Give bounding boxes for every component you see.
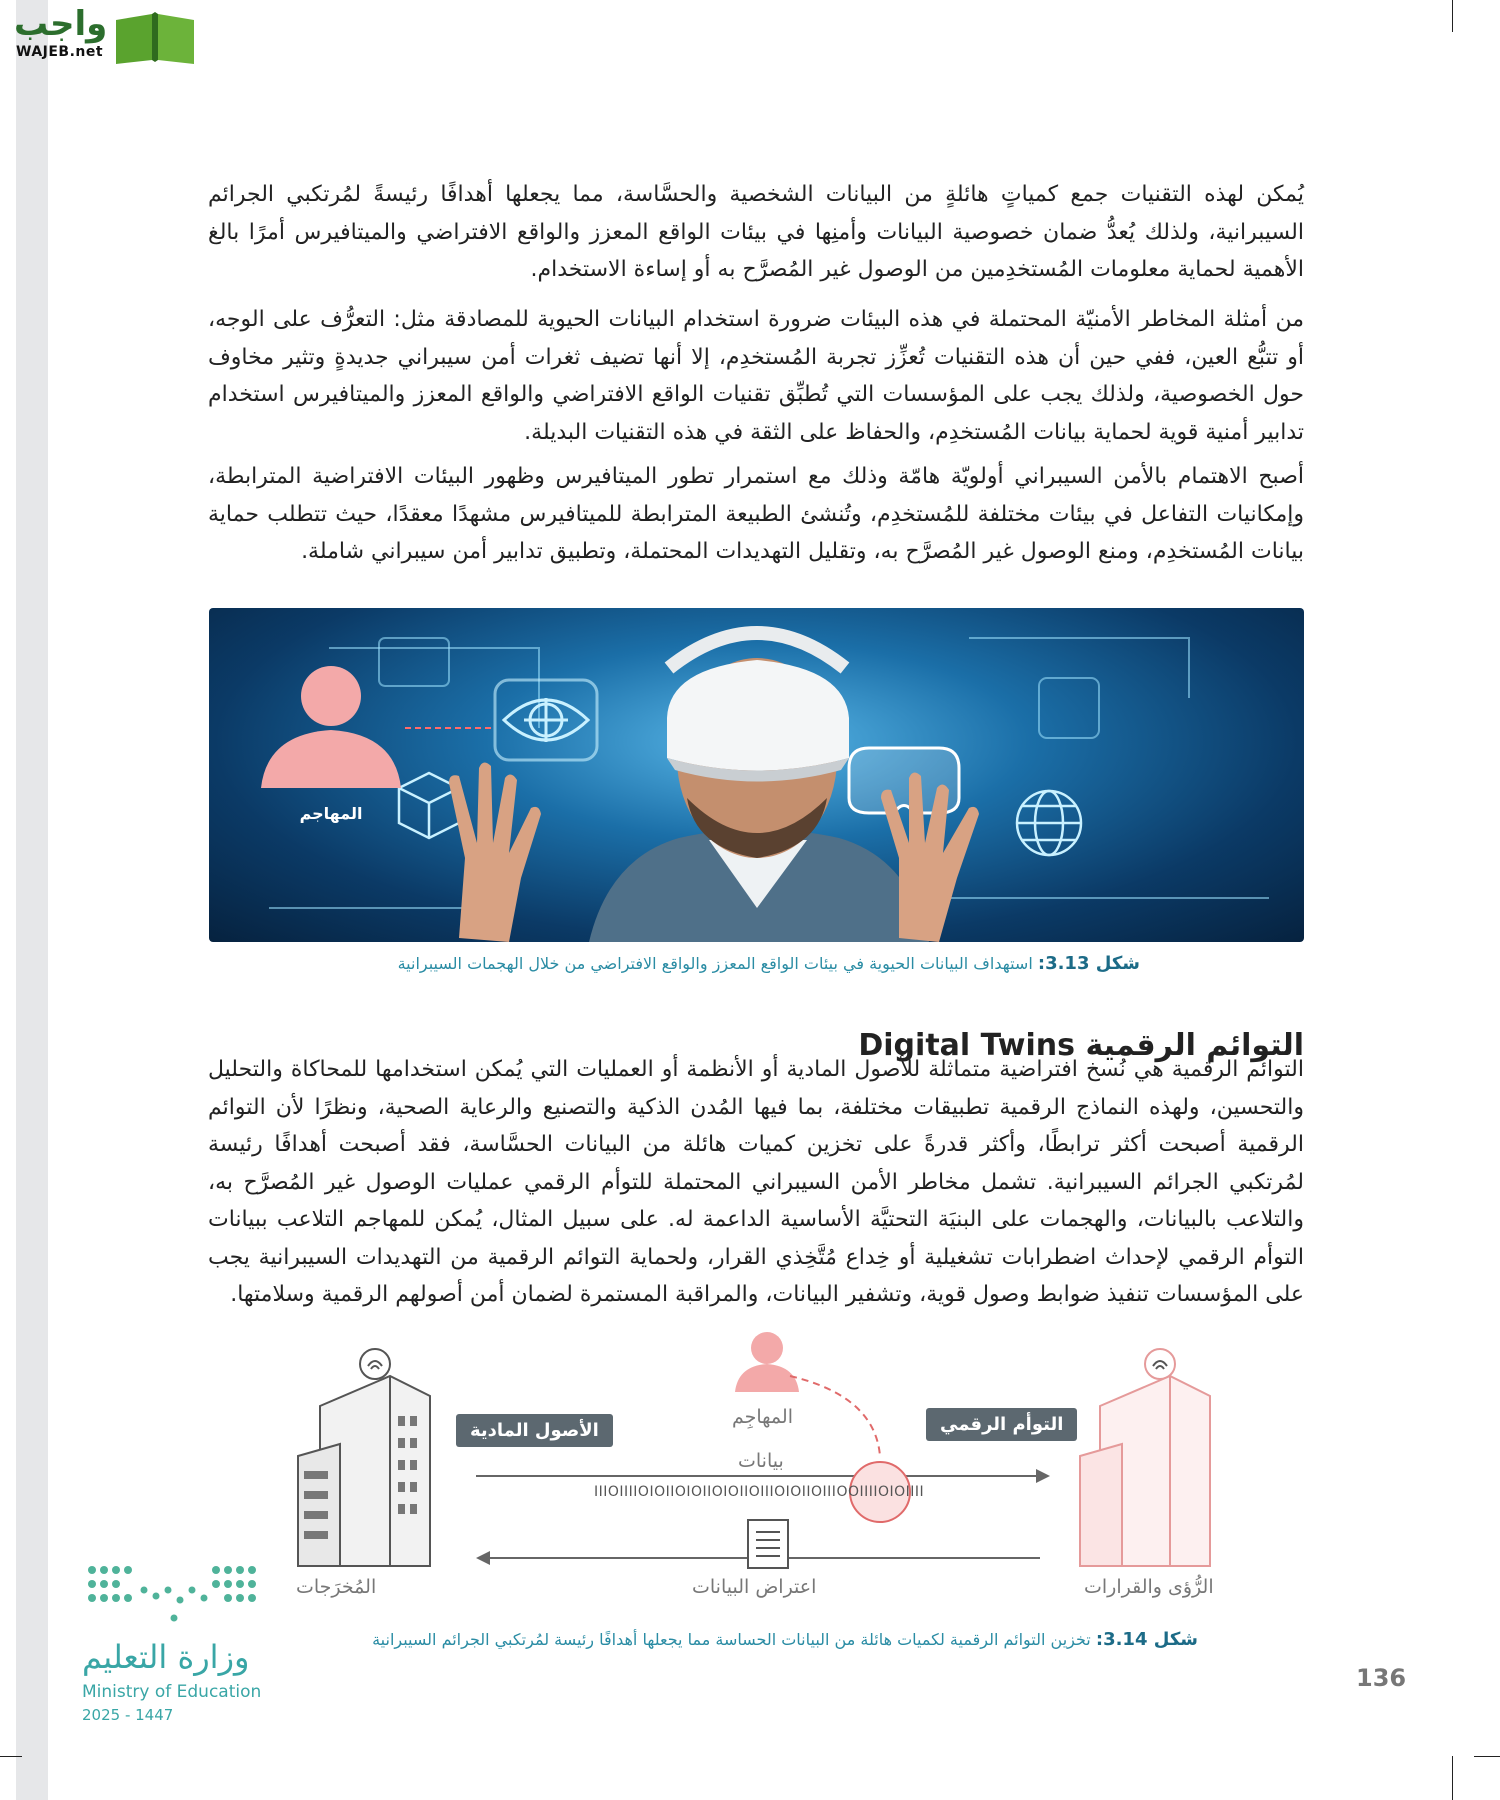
ministry-of-education-logo bbox=[82, 1560, 282, 1730]
ministry-arabic-name: وزارة التعليم bbox=[82, 1638, 250, 1676]
digital-twin-tag: التوأم الرقمي bbox=[926, 1408, 1077, 1441]
vr-biometric-photo bbox=[209, 608, 1304, 942]
crop-mark bbox=[1474, 1756, 1500, 1757]
eye-scan-icon bbox=[495, 680, 597, 760]
binary-stream: IIIOIIIIOIOIIOIOIIOIOIIOIIIOIOIIOIIIOOIIIIOIOIIII bbox=[594, 1484, 925, 1500]
page-number: 136 bbox=[1356, 1664, 1407, 1692]
figure-3-13-caption bbox=[300, 953, 1140, 974]
caption-number: شكل 3.13: bbox=[1037, 953, 1140, 974]
crop-mark bbox=[1452, 1756, 1453, 1800]
left-hand bbox=[449, 762, 541, 942]
attacker-icon bbox=[261, 666, 495, 788]
section-heading-digital-twins: التوائم الرقمية Digital Twins bbox=[858, 1027, 1304, 1063]
ministry-english-name: Ministry of Education bbox=[82, 1682, 262, 1702]
physical-assets-tag: الأصول المادية bbox=[456, 1414, 613, 1447]
digital-twin-diagram bbox=[280, 1326, 1260, 1626]
paragraph-metaverse-security: أصبح الاهتمام بالأمن السيبراني أولويّة هامّة وذلك مع استمرار تطور الميتافيرس وظهور البيئات الافتراضية المترابطة، وإمكانيات التفاعل في بيئات مختلفة للمُستخدِم، وتُنشئ الطبيعة المترابطة للميتافيرس مشهدًا معقدًا، حيث تتطلب حماية بيانات المُستخدِم، ومنع الوصول غير المُصرَّح به، وتقليل التهديدات المحتملة، وتطبيق تدابير أمن سيبراني شاملة. bbox=[208, 464, 1304, 564]
vr-scene-illustration bbox=[209, 608, 1304, 942]
outputs-label: المُخرَجات bbox=[296, 1576, 377, 1598]
insights-label: الرُّؤى والقرارات bbox=[1084, 1576, 1214, 1598]
brand-latin: WAJEB.net bbox=[16, 44, 104, 60]
digital-twin-building-icon bbox=[1080, 1349, 1210, 1566]
crop-mark bbox=[1452, 0, 1453, 32]
academic-year: 2025 - 1447 bbox=[82, 1706, 174, 1724]
page-margin-strip bbox=[16, 0, 48, 1800]
paragraph-digital-twins: التوائم الرقمية هي نُسخ افتراضية متماثلة للأصول المادية أو الأنظمة أو العمليات التي يُمكن استخدامها للمحاكاة والتحليل والتحسين، ولهذه النماذج الرقمية تطبيقات مختلفة، بما فيها المُدن الذكية والتصنيع والرعاية الصحية، ونظرًا لأن التوائم الرقمية أصبحت أكثر ترابطًا، وأكثر قدرةً على تخزين كميات هائلة من البيانات الحسَّاسة، فقد أصبحت أهدافًا رئيسة لمُرتكبي الجرائم السيبرانية. تشمل مخاطر الأمن السيبراني المحتملة للتوأم الرقمي عمليات الوصول غير المُصرَّح به، والتلاعب بالبيانات، والهجمات على البنيَة التحتيَّة الأساسية الداعمة له. على سبيل المثال، يُمكن للمهاجم التلاعب ببيانات التوأم الرقمي لإحداث اضطرابات تشغيلية أو خِداع مُتَّخِذي القرار، ولحماية التوائم الرقمية من التهديدات السيبرانية يجب على المؤسسات تنفيذ ضوابط وصول قوية، وتشفير البيانات، والمراقبة المستمرة لضمان أمن أصولهم الرقمية وسلامتها. bbox=[208, 1057, 1304, 1307]
crop-mark bbox=[0, 1756, 22, 1757]
attacker-label: المهاجم bbox=[299, 804, 363, 823]
diagram-attacker-icon bbox=[735, 1332, 799, 1392]
interception-label: اعتراض البيانات bbox=[692, 1576, 817, 1598]
paragraph-biometric-risks: من أمثلة المخاطر الأمنيّة المحتملة في هذه البيئات ضرورة استخدام البيانات الحيوية للمصادقة مثل: التعرُّف على الوجه، أو تتبُّع العين، ففي حين أن هذه التقنيات تُعزِّز تجربة المُستخدِم، إلا أنها تضيف ثغرات أمن سيبراني جديدةٍ وتثير مخاوف حول الخصوصية، ولذلك يجب على المؤسسات التي تُطبِّق تقنيات الواقع الافتراضي والواقع المعزز والميتافيرس استخدام تدابير أمنية قوية لحماية بيانات المُستخدِم، والحفاظ على الثقة في هذه التقنيات البديلة. bbox=[208, 307, 1304, 445]
wajeb-logo[interactable] bbox=[10, 4, 190, 66]
data-flow-label: بيانات bbox=[738, 1450, 784, 1472]
caption-text: استهداف البيانات الحيوية في بيئات الواقع المعزز والواقع الافتراضي من خلال الهجمات السيبرانية bbox=[397, 954, 1033, 973]
book-icon bbox=[112, 10, 198, 66]
attacker-label: المهاجِم bbox=[732, 1406, 793, 1428]
document-icon bbox=[748, 1520, 788, 1568]
paragraph-data-privacy: يُمكن لهذه التقنيات جمع كمياتٍ هائلةٍ من البيانات الشخصية والحسَّاسة، مما يجعلها أهدافًا رئيسةً لمُرتكبي الجرائم السيبرانية، ولذلك يُعدُّ ضمان خصوصية البيانات وأمنِها في بيئات الواقع المعزز والواقع الافتراضي والميتافيرس أمرًا بالغ الأهمية لحماية معلومات المُستخدِمين من الوصول غير المُصرَّح به أو إساءة الاستخدام. bbox=[208, 182, 1304, 282]
ministry-dots-icon bbox=[82, 1560, 272, 1630]
brand-arabic: واجب bbox=[14, 4, 108, 44]
figure-3-14-caption bbox=[300, 1629, 1198, 1650]
caption-number: شكل 3.14: bbox=[1095, 1629, 1198, 1650]
globe-icon bbox=[1017, 791, 1081, 855]
caption-text: تخزين التوائم الرقمية لكميات هائلة من البيانات الحساسة مما يجعلها أهدافًا رئيسة لمُرتكبي الجرائم السيبرانية bbox=[372, 1630, 1091, 1649]
